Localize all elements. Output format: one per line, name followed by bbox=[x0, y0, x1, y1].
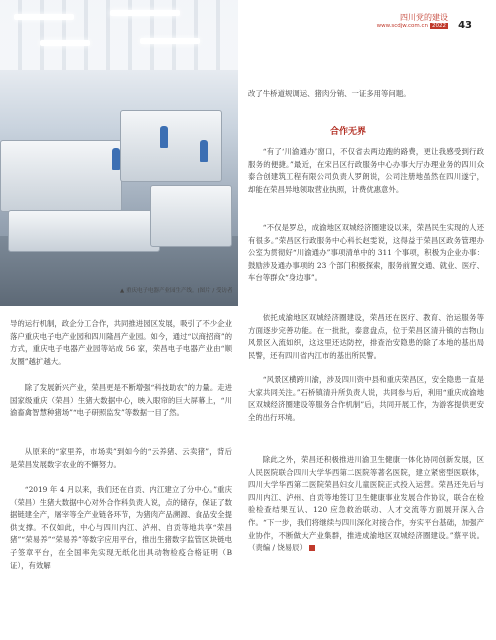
magazine-url-text: www.scdjw.com.cn bbox=[376, 23, 428, 29]
ceiling-lamp bbox=[14, 14, 74, 20]
right-paragraph-6 bbox=[248, 454, 484, 555]
page-number: 43 bbox=[458, 20, 472, 31]
magazine-url bbox=[377, 23, 448, 29]
left-paragraph-2: 除了发展新兴产业，荣昌更是不断增强“科技助农”的力量。走进国家级重庆（荣昌）生猪大数据中心，映入眼帘的巨大屏幕上，“川渝畜禽智慧种猪场”“电子研照监发”等数据一目了然。 bbox=[10, 383, 232, 418]
magazine-title: 四川党的建设 bbox=[400, 13, 448, 22]
right-paragraph-4: 依托成渝地区双城经济圈建设，荣昌还在医疗、教育、治运服务等方面逐步完善功能。在一批批，泰意盘点，位于荣昌区清升镇的吉物山风景区入流如织，这这里还达防控，排查治安隐患的除了本地的基出局民警，还有四川省内江市的基出所民警。 bbox=[248, 313, 484, 360]
section-title: 合作无界 bbox=[330, 127, 367, 137]
ceiling-lamp bbox=[40, 40, 90, 46]
left-paragraph-1: 导的运行机制，政企分工合作，共同推进园区发展，吸引了不少企业落户重庆电子电产业园和四川隆昌产业园。如今，通过“以商招商”的方式，重庆电子电器产业园等站成 56 家，荣昌电子电器产业由“顺友圈”越扩越大。 bbox=[10, 319, 232, 366]
left-paragraph-3: 从原来的“家里养，市场卖”到如今的“云养猪、云卖猪”，背后是荣昌发展数字农业的不懈努力。 bbox=[10, 447, 232, 469]
right-paragraph-1: 改了牛桥道规调运、猪肉分销、一证多用等问题。 bbox=[248, 89, 411, 98]
worker-figure bbox=[160, 126, 168, 148]
production-line-machine bbox=[8, 210, 160, 252]
left-paragraph-4: “2019 年 4 月以来，我们还在自贡、内江建立了分中心。”重庆（荣昌）生猪大数据中心对外合作科负责人说，点的储存，保证了数据链建全产，屠宰等全产业链各环节，为猪肉产品溯源、食品安全提供支撑。不仅如此，中心与四川内江、泸州、自贡等地共享“荣昌猪”“荣易养”“荣易养”等数字应用平台，推出生猪数字监管区块链电子签章平台，在全国率先实现无纸化出具动物检疫合格证明（B 证），有效解 bbox=[10, 485, 232, 570]
factory-photo bbox=[0, 0, 238, 306]
worker-figure bbox=[112, 148, 120, 170]
photo-caption: ▲ 重庆电子电器产业园生产线。(图片 / 受访者 bbox=[120, 288, 233, 294]
ceiling-lamp bbox=[110, 10, 180, 16]
right-paragraph-3: “不仅是罗总，成渝地区双城经济圈建设以来，荣昌民生实现的人还有很多。”荣昌区行政服务中心科长赵雯说，这得益于荣昌区政务管理办公室为贯彻好“川渝通办”事项清单中的 311 个事项，积极为企业办事：鼓励涉及通办事项的 23 个部门积极探索，服务前置交通、就业、医疗、车台等群众“身边事”。 bbox=[248, 223, 484, 283]
production-line-machine bbox=[150, 185, 232, 247]
end-mark-icon bbox=[309, 545, 315, 551]
page-header bbox=[360, 12, 484, 38]
ceiling-lamp bbox=[140, 38, 200, 44]
right-paragraph-2: “有了‘川渝通办’窗口，不仅省去两边跑的路费，更让我感受到行政服务的便捷。”最近，在宋吕区行政服务中心办事大厅办理业务的四川众泰合创建筑工程有限公司负责人罗朗说，公司注册地虽然在四川遂宁，却能在荣昌异地领取营业执照，计费优惠意外。 bbox=[248, 147, 484, 194]
right-paragraph-5: “风景区横跨川渝，涉及四川资中县和重庆荣昌区，安全隐患一直是大家共同关注。”石桥镇清升所负责人说，共同参与后，利用“重庆成渝地区双城经济圈建设等服务合作机制”后，共同开展工作，为游客提供更安全的出行环境。 bbox=[248, 375, 484, 422]
right-paragraph-6-text: 除此之外，荣昌还积极推进川渝卫生健康一体化协同创新发展，区人民医院联合四川大学华西第二医院等著名医院，建立紧密型医联体，四川大学华西第二医院荣昌妇女儿童医院正式投入运营。荣昌还先后与四川内江、泸州、自贡等地签订卫生健康事业发展合作协议，联合在检验检查结果互认、120 应急救治联动、人才交流等方面展开深入合作。“下一步，我们将继续与四川深化对接合作，夯实平台基础，加强产业协作，不断做大产业集群，推进成渝地区双城经济圈建设。”蔡平说。（责编 / 饶易辰） bbox=[248, 455, 484, 553]
production-line-machine bbox=[0, 140, 122, 212]
issue-badge: 2022 bbox=[432, 23, 446, 29]
worker-figure bbox=[200, 140, 208, 162]
